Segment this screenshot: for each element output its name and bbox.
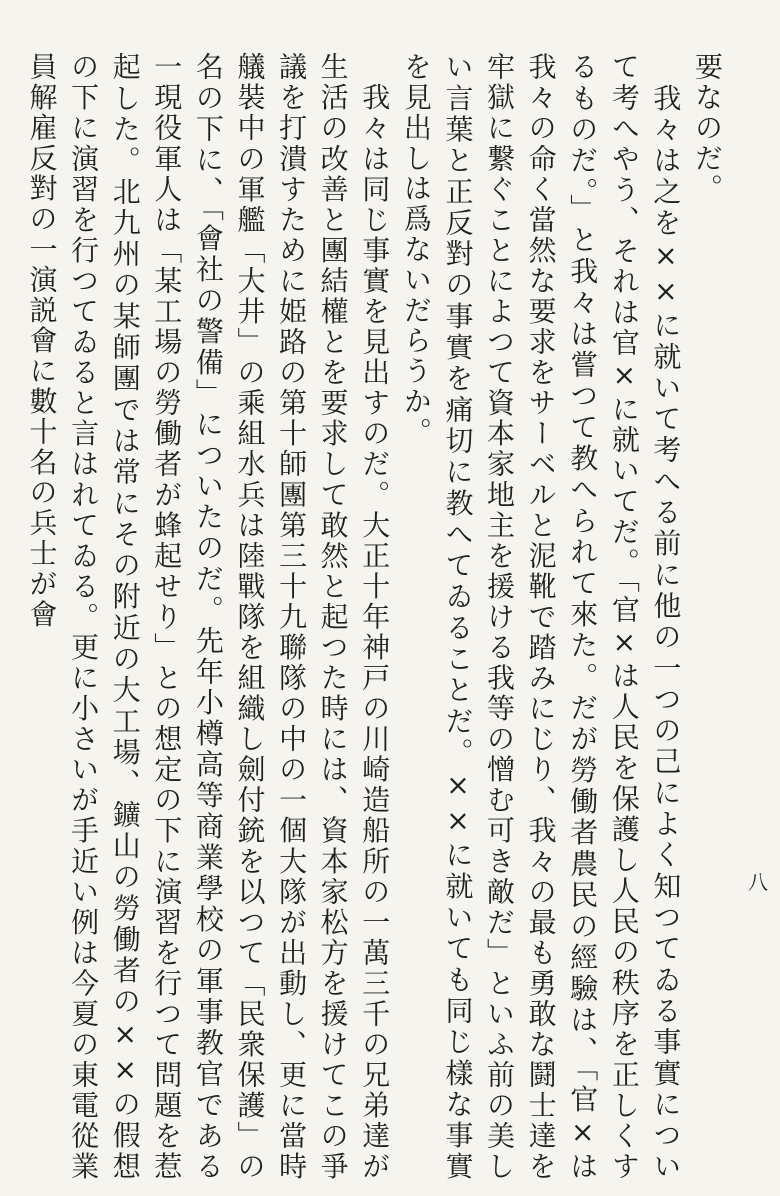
page-number: 八 — [748, 870, 768, 894]
paragraph-officials: 我々は之を××に就いて考へる前に他の一つの己によく知つてゐる事實について考へやう、それは官×に就いてだ。「官×は人民を保護し人民の秩序を正しくするものだ。」と我々は嘗つて教へられて來た。だが勞働者農民の經驗は、「官×は我々の命く當然な要求をサーベルと泥靴で踏みにじり、我々の最も勇敢な鬪士達を牢獄に繋ぐことによつて資本家地主を援ける我等の憎む可き敵だ」といふ前の美しい言葉と正反對の事實を痛切に教へてゐることだ。××に就いても同じ樣な事實を見出しは爲ないだらうか。 — [399, 52, 683, 1182]
vertical-text-body — [25, 52, 728, 1182]
paragraph-facts: 我々は同じ事實を見出すのだ。大正十年神戸の川崎造船所の一萬三千の兄弟達が生活の改善と團結權とを要求して敢然と起つた時には、資本家松方を援けてこの爭議を打潰すために姫路の第十師團第三十九聯隊の中の一個大隊が出動し、更に當時艤裝中の軍艦「大井」の乘組水兵は陸戰隊を組織し劍付銃を以つて「民衆保護」の名の下に、「會社の警備」についたのだ。先年小樽高等商業學校の軍事教官である一現役軍人は「某工場の勞働者が蜂起せり」との想定の下に演習を行つて問題を惹起した。北九州の某師團では常にその附近の大工場、鑛山の勞働者の××の假想の下に演習を行つてゐると言はれてゐる。更に小さいが手近い例は今夏の東電從業員解雇反對の一演説會に數十名の兵士が會 — [25, 52, 392, 1182]
paragraph-continuation: 要なのだ。 — [691, 52, 724, 204]
